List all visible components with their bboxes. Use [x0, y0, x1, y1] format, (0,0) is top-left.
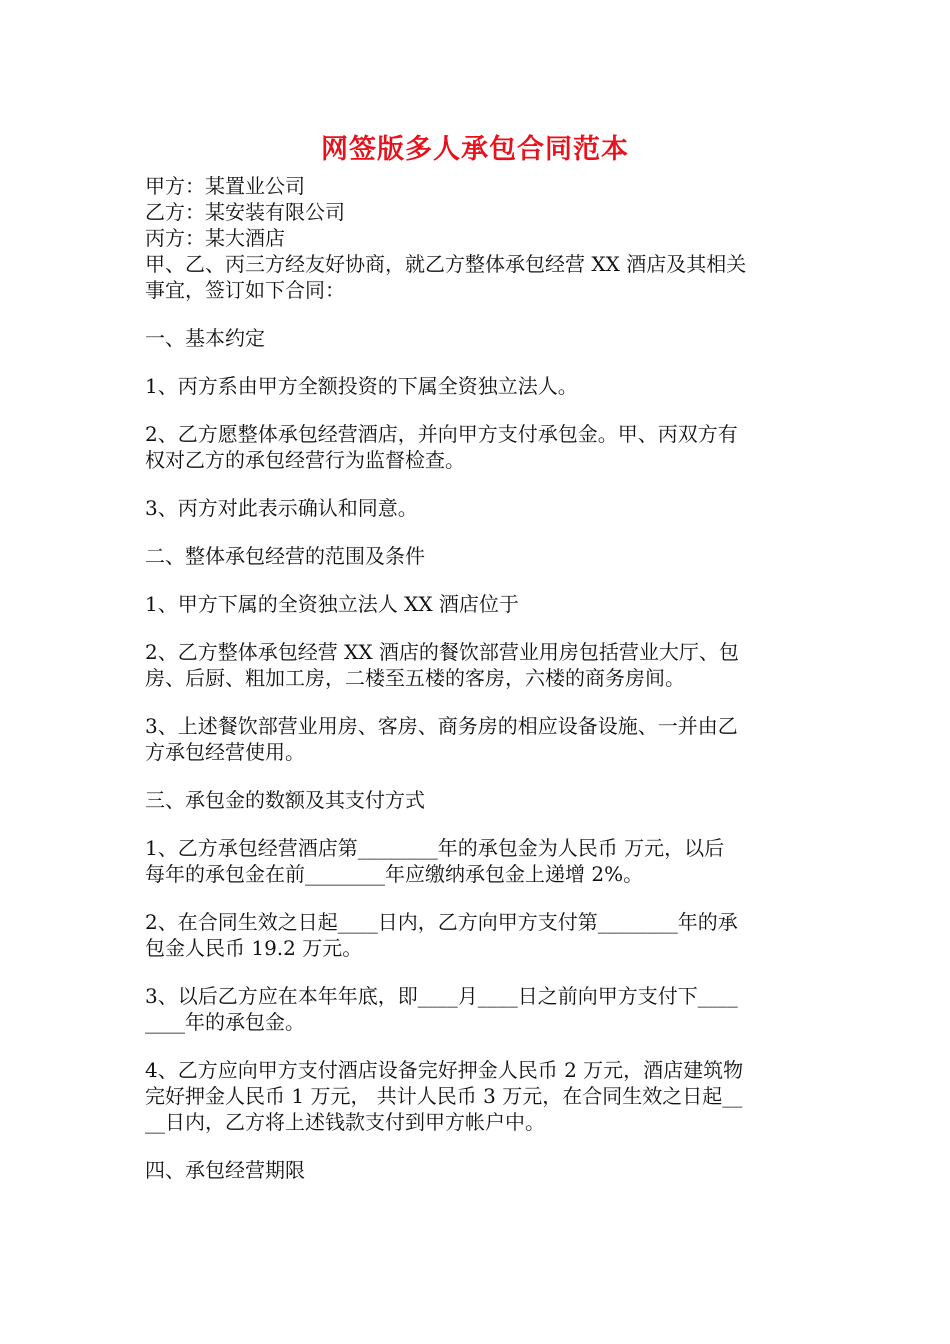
clause-line: 包金人民币 19.2 万元。: [145, 936, 363, 960]
intro-line: 甲、乙、丙三方经友好协商，就乙方整体承包经营 XX 酒店及其相关: [145, 252, 747, 276]
clause-line: ____年的承包金。: [145, 1010, 305, 1034]
clause-line: 1、丙方系由甲方全额投资的下属全资独立法人。: [145, 374, 578, 398]
intro-line: 事宜，签订如下合同：: [145, 278, 345, 302]
clause-line: 2、乙方愿整体承包经营酒店，并向甲方支付承包金。甲、丙双方有: [145, 422, 738, 446]
clause-line: 房、后厨、粗加工房，二楼至五楼的客房，六楼的商务房间。: [145, 666, 685, 690]
party-b: 乙方：某安装有限公司: [145, 200, 345, 224]
clause-line: 权对乙方的承包经营行为监督检查。: [145, 448, 465, 472]
section-heading: 一、基本约定: [145, 326, 265, 350]
clause-line: 2、乙方整体承包经营 XX 酒店的餐饮部营业用房包括营业大厅、包: [145, 640, 739, 664]
clause-line: 3、丙方对此表示确认和同意。: [145, 496, 418, 520]
clause-line: 方承包经营使用。: [145, 740, 305, 764]
clause-line: 每年的承包金在前________年应缴纳承包金上递增 2%。: [145, 862, 644, 886]
clause-line: 3、以后乙方应在本年年底，即____月____日之前向甲方支付下____: [145, 984, 738, 1008]
party-a: 甲方：某置业公司: [145, 174, 305, 198]
section-heading: 三、承包金的数额及其支付方式: [145, 788, 425, 812]
clause-line: 完好押金人民币 1 万元， 共计人民币 3 万元，在合同生效之日起__: [145, 1084, 743, 1108]
clause-line: 1、甲方下属的全资独立法人 XX 酒店位于: [145, 592, 519, 616]
party-c: 丙方：某大酒店: [145, 226, 285, 250]
document-body: [145, 173, 809, 1183]
clause-line: __日内，乙方将上述钱款支付到甲方帐户中。: [145, 1110, 545, 1134]
clause-line: 4、乙方应向甲方支付酒店设备完好押金人民币 2 万元，酒店建筑物: [145, 1058, 744, 1082]
document-title: 网签版多人承包合同范本: [321, 134, 629, 165]
clause-line: 3、上述餐饮部营业用房、客房、商务房的相应设备设施、一并由乙: [145, 714, 738, 738]
section-heading: 二、整体承包经营的范围及条件: [145, 544, 425, 568]
clause-line: 1、乙方承包经营酒店第________年的承包金为人民币 万元，以后: [145, 836, 725, 860]
clause-line: 2、在合同生效之日起____日内，乙方向甲方支付第________年的承: [145, 910, 738, 934]
section-heading: 四、承包经营期限: [145, 1158, 305, 1182]
